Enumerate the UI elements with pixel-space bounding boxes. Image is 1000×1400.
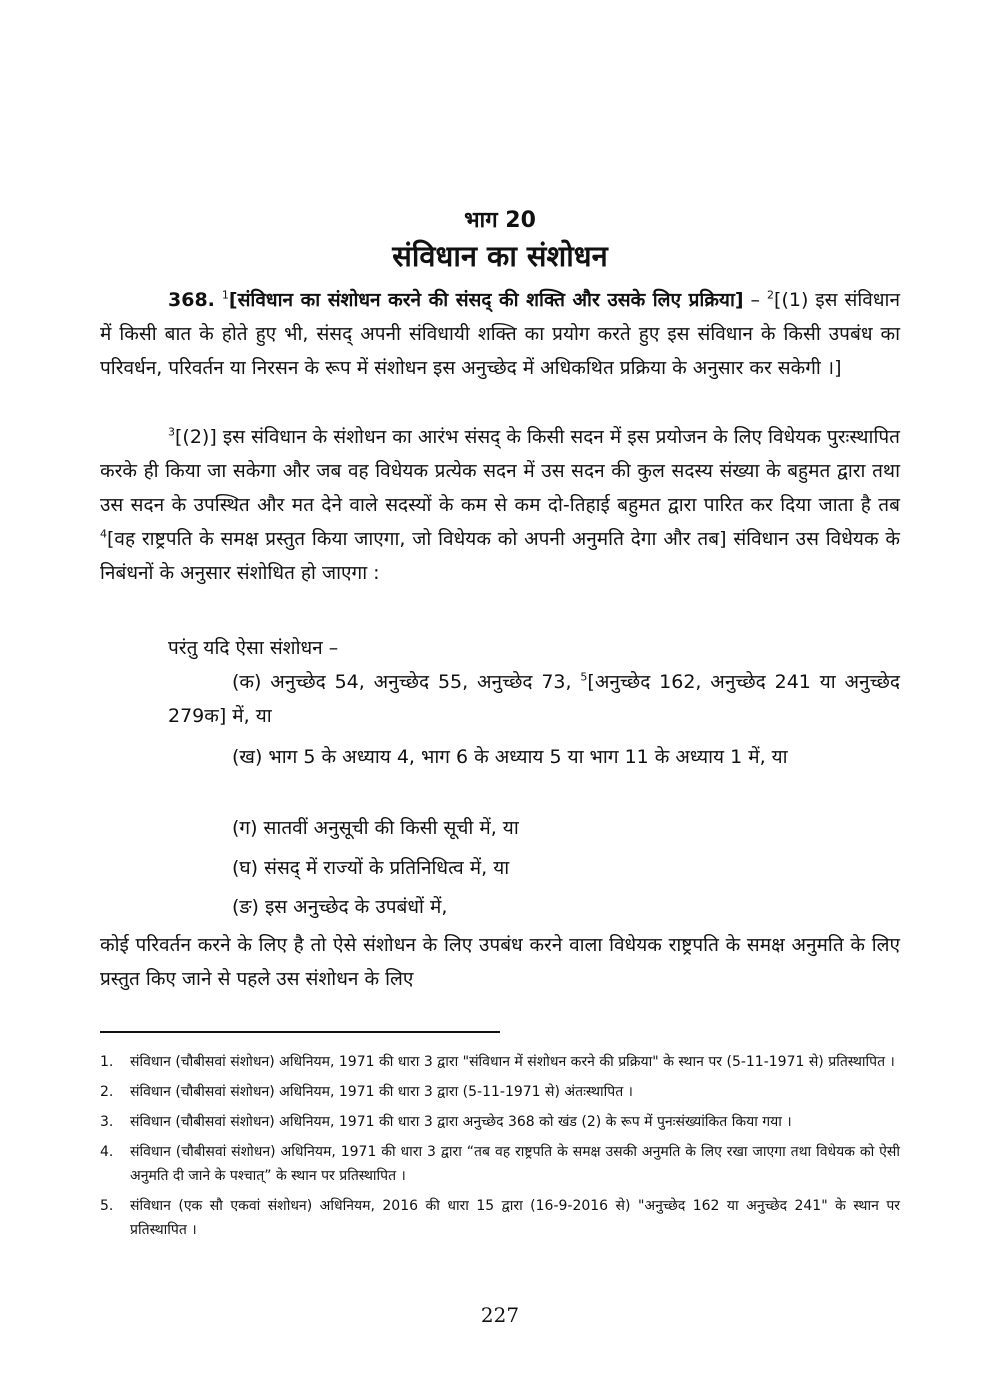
footnote-1 bbox=[100, 1050, 900, 1074]
sub-clause-ka bbox=[168, 665, 900, 733]
footnote-number: 1. bbox=[100, 1054, 114, 1070]
footnote-5 bbox=[100, 1194, 900, 1242]
part-label: भाग 20 bbox=[464, 208, 536, 233]
heading-dash: – bbox=[743, 289, 768, 311]
article-number: 368. bbox=[168, 289, 215, 311]
sub-clause-kha: (ख) भाग 5 के अध्याय 4, भाग 6 के अध्याय 5 या भाग 11 के अध्याय 1 में, या bbox=[232, 746, 788, 768]
sub-clause-ka-text-1: (क) अनुच्छेद 54, अनुच्छेद 55, अनुच्छेद 73, bbox=[232, 671, 581, 693]
article-heading: [संविधान का संशोधन करने की संसद् की शक्ति और उसके लिए प्रक्रिया] bbox=[228, 289, 744, 311]
sub-clause-ga: (ग) सातवीं अनुसूची की किसी सूची में, या bbox=[232, 817, 519, 839]
clause-2-text-part-2: [वह राष्ट्रपति के समक्ष प्रस्तुत किया जाएगा, जो विधेयक को अपनी अनुमति देगा और तब] संविधान उस विधेयक के निबंधनों के अनुसार संशोधित हो जाएगा : bbox=[100, 528, 900, 584]
footnote-text: संविधान (चौबीसवां संशोधन) अधिनियम, 1971 की धारा 3 द्वारा (5-11-1971 से) अंतःस्थापित । bbox=[130, 1084, 633, 1100]
footnote-ref-3[interactable]: 3 bbox=[168, 425, 175, 439]
proviso: परंतु यदि ऐसा संशोधन – bbox=[168, 637, 339, 659]
sub-clause-nga: (ङ) इस अनुच्छेद के उपबंधों में, bbox=[232, 896, 448, 918]
clause-2-text-part-1: [(2)] इस संविधान के संशोधन का आरंभ संसद् के किसी सदन में इस प्रयोजन के लिए विधेयक पुरःस्थापित करके ही किया जा सकेगा और जब वह विधेयक प्रत्येक सदन में उस सदन की कुल सदस्य संख्या के बहुमत द्वारा तथा उस सदन के उपस्थित और मत देने वाले सदस्यों के कम से कम दो-तिहाई बहुमत द्वारा पारित कर दिया जाता है तब bbox=[100, 426, 900, 516]
footnote-ref-5[interactable]: 5 bbox=[580, 670, 588, 684]
footnote-3 bbox=[100, 1110, 900, 1134]
continuation-paragraph: कोई परिवर्तन करने के लिए है तो ऐसे संशोधन के लिए उपबंध करने वाला विधेयक राष्ट्रपति के समक्ष अनुमति के लिए प्रस्तुत किए जाने से पहले उस संशोधन के लिए bbox=[100, 934, 900, 990]
footnote-divider bbox=[100, 1031, 500, 1033]
article-368-clause-2 bbox=[100, 420, 900, 590]
footnote-4 bbox=[100, 1140, 900, 1188]
footnote-number: 3. bbox=[100, 1114, 114, 1130]
footnote-ref-1[interactable]: 1 bbox=[221, 288, 229, 302]
footnote-text: संविधान (चौबीसवां संशोधन) अधिनियम, 1971 की धारा 3 द्वारा "संविधान में संशोधन करने की प्रक्रिया" के स्थान पर (5-11-1971 से) प्रतिस्थापित । bbox=[130, 1054, 895, 1070]
article-368-clause-1 bbox=[100, 283, 900, 385]
footnote-ref-2[interactable]: 2 bbox=[767, 288, 775, 302]
footnote-2 bbox=[100, 1080, 900, 1104]
footnote-ref-4[interactable]: 4 bbox=[100, 527, 107, 541]
footnote-text: संविधान (एक सौ एकवां संशोधन) अधिनियम, 2016 की धारा 15 द्वारा (16-9-2016 से) "अनुच्छेद 162 या अनुच्छेद 241" के स्थान पर प्रतिस्थापित । bbox=[130, 1198, 900, 1238]
clause-1-text: [(1) इस संविधान में किसी बात के होते हुए भी, संसद् अपनी संविधायी शक्ति का प्रयोग करते हुए इस संविधान के किसी उपबंध का परिवर्धन, परिवर्तन या निरसन के रूप में संशोधन इस अनुच्छेद में अधिकथित प्रक्रिया के अनुसार कर सकेगी ।] bbox=[100, 289, 900, 379]
footnote-text: संविधान (चौबीसवां संशोधन) अधिनियम, 1971 की धारा 3 द्वारा “तब वह राष्ट्रपति के समक्ष उसकी अनुमति के लिए रखा जाएगा तथा विधेयक को ऐसी अनुमति दी जाने के पश्चात्” के स्थान पर प्रतिस्थापित । bbox=[130, 1144, 900, 1184]
footnote-number: 5. bbox=[100, 1198, 114, 1214]
part-title: संविधान का संशोधन bbox=[392, 239, 608, 273]
page-number: 227 bbox=[480, 1303, 520, 1327]
footnote-text: संविधान (चौबीसवां संशोधन) अधिनियम, 1971 की धारा 3 द्वारा अनुच्छेद 368 को खंड (2) के रूप में पुनःसंख्यांकित किया गया । bbox=[130, 1114, 792, 1130]
footnote-number: 2. bbox=[100, 1084, 114, 1100]
sub-clause-gha: (घ) संसद् में राज्यों के प्रतिनिधित्व में, या bbox=[232, 857, 510, 879]
footnote-number: 4. bbox=[100, 1144, 114, 1160]
sub-clause-ka-text-2: [अनुच्छेद 162, अनुच्छेद 241 या अनुच्छेद 279क] में, या bbox=[168, 671, 900, 727]
footnotes bbox=[100, 1050, 900, 1248]
